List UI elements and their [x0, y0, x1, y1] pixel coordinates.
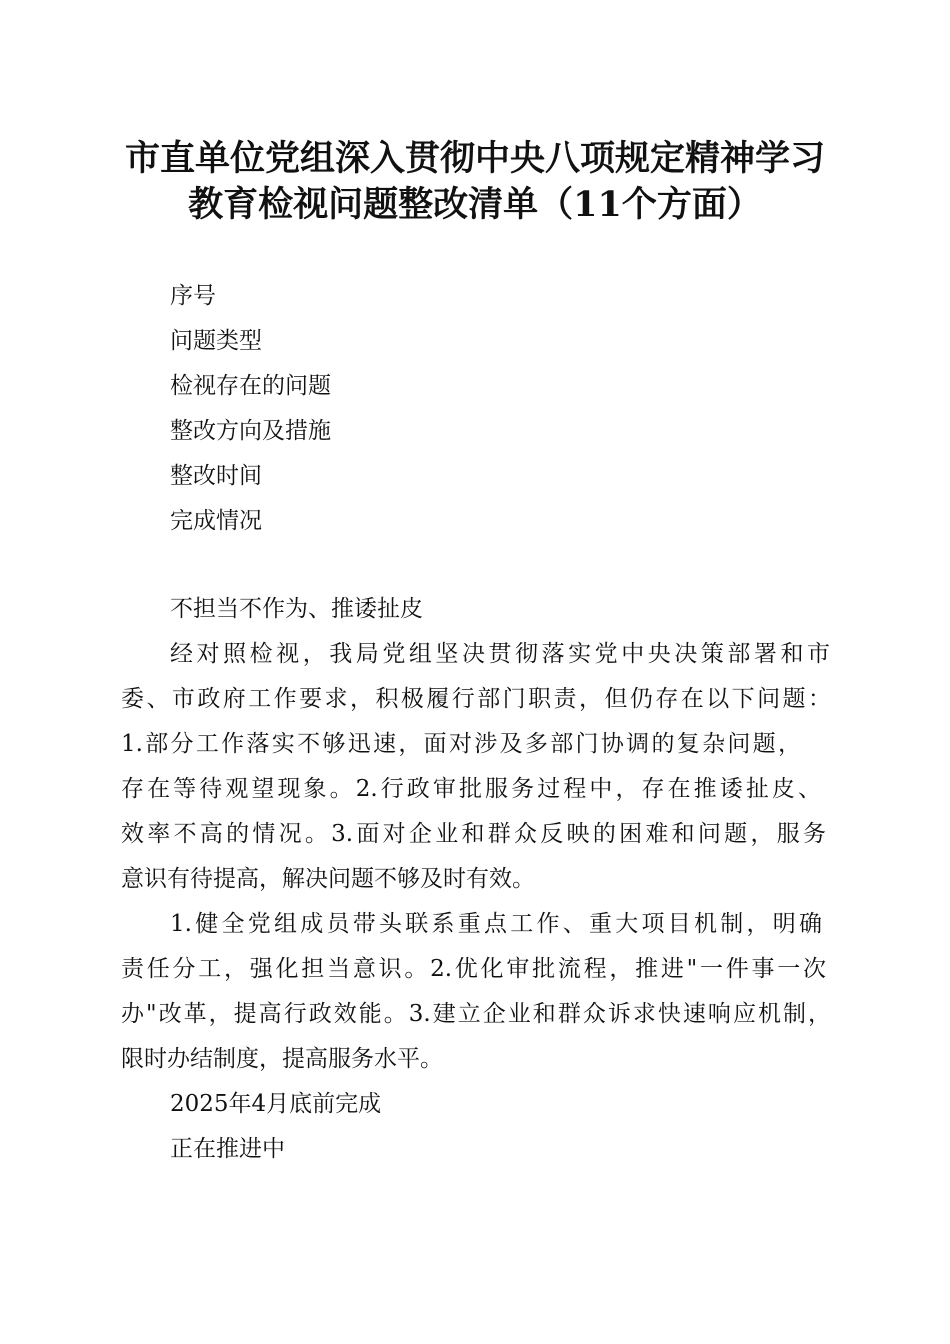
header-serial-number: 序号 [170, 283, 216, 309]
deadline-text: 2025年4月底前完成 [170, 1091, 382, 1117]
measures-text-line: 办"改革，提高行政效能。3.建立企业和群众诉求快速响应机制， [121, 1001, 831, 1027]
problem-text-line: 1.部分工作落实不够迅速，面对涉及多部门协调的复杂问题， [121, 731, 801, 757]
measures-text-line: 1.健全党组成员带头联系重点工作、重大项目机制，明确 [170, 911, 822, 937]
problem-text-line: 存在等待观望现象。2.行政审批服务过程中，存在推诿扯皮、 [121, 776, 821, 802]
measures-text-line: 限时办结制度，提高服务水平。 [121, 1046, 443, 1072]
header-rectification-time: 整改时间 [170, 463, 262, 489]
problem-text-line: 意识有待提高，解决问题不够及时有效。 [121, 866, 535, 892]
document-title-line-2: 教育检视问题整改清单（11个方面） [188, 184, 762, 225]
problem-text-line: 委、市政府工作要求，积极履行部门职责，但仍存在以下问题： [121, 686, 831, 712]
problem-type-text: 不担当不作为、推诿扯皮 [170, 596, 423, 622]
measures-text-line: 责任分工，强化担当意识。2.优化审批流程，推进"一件事一次 [121, 956, 826, 982]
header-problems-found: 检视存在的问题 [170, 373, 331, 399]
header-problem-type: 问题类型 [170, 328, 262, 354]
status-text: 正在推进中 [170, 1136, 285, 1162]
problem-text-line: 效率不高的情况。3.面对企业和群众反映的困难和问题，服务 [121, 821, 826, 847]
header-rectification-measures: 整改方向及措施 [170, 418, 331, 444]
header-completion-status: 完成情况 [170, 508, 262, 534]
document-title-line-1: 市直单位党组深入贯彻中央八项规定精神学习 [124, 138, 825, 179]
problem-text-line: 经对照检视，我局党组坚决贯彻落实党中央决策部署和市 [170, 641, 830, 667]
